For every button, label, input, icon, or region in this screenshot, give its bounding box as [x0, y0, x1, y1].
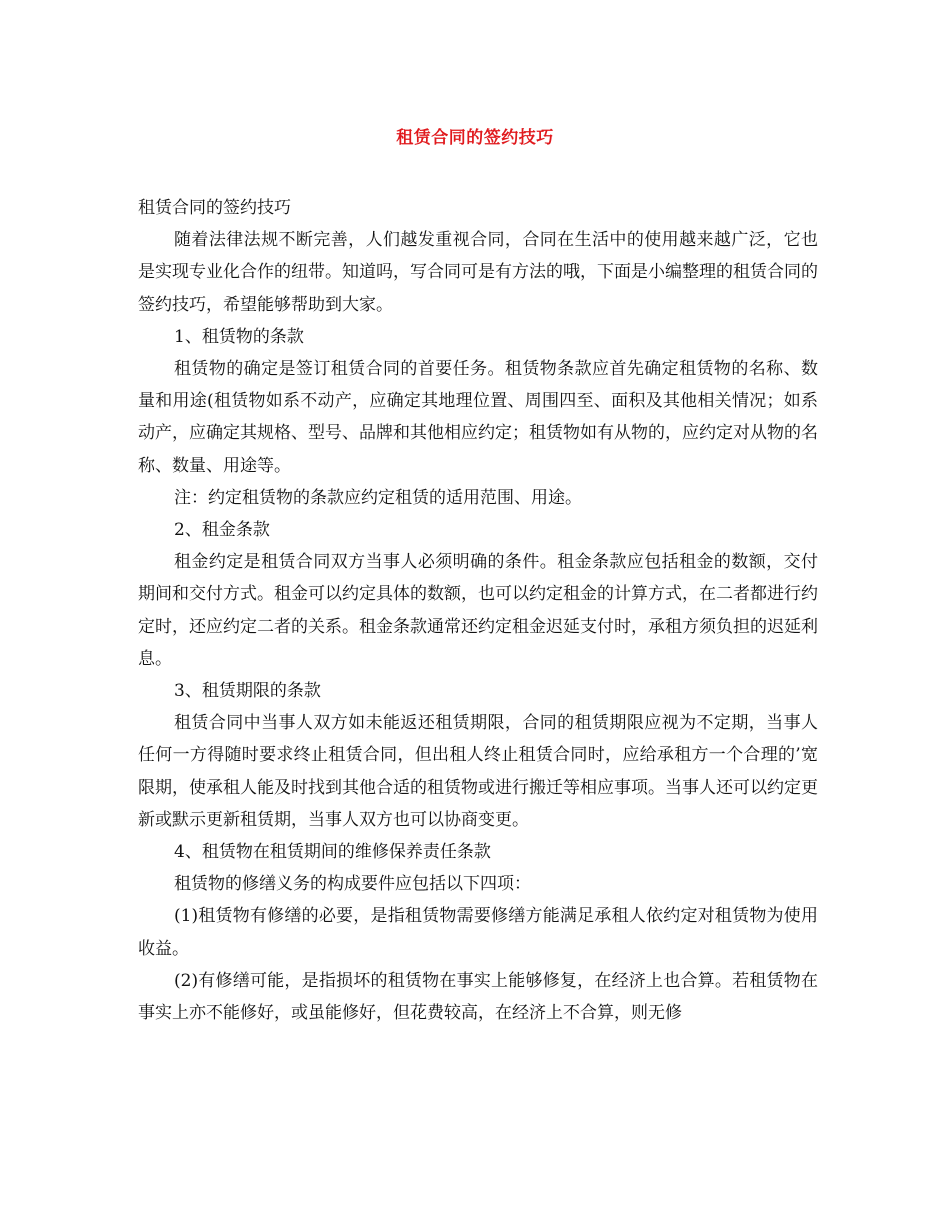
body-paragraph: 租赁物的确定是签订租赁合同的首要任务。租赁物条款应首先确定租赁物的名称、数量和用途(租赁物如系不动产，应确定其地理位置、周围四至、面积及其他相关情况；如系动产，应确定其规格、型号、品牌和其他相应约定；租赁物如有从物的，应约定对从物的名称、数量、用途等。 [138, 359, 818, 476]
subtitle-paragraph: 租赁合同的签约技巧 [138, 198, 291, 218]
intro-paragraph: 随着法律法规不断完善，人们越发重视合同，合同在生活中的使用越来越广泛，它也是实现专业化合作的纽带。知道吗，写合同可是有方法的哦，下面是小编整理的租赁合同的签约技巧，希望能够帮助到大家。 [138, 230, 818, 315]
document-title: 租赁合同的签约技巧 [396, 128, 554, 148]
body-paragraph: 租赁合同中当事人双方如未能返还租赁期限，合同的租赁期限应视为不定期，当事人任何一方得随时要求终止租赁合同，但出租人终止租赁合同时，应给承租方一个合理的’宽限期，使承租人能及时找到其他合适的租赁物或进行搬迁等相应事项。当事人还可以约定更新或默示更新租赁期，当事人双方也可以协商变更。 [138, 713, 818, 830]
list-item: (2)有修缮可能，是指损坏的租赁物在事实上能够修复，在经济上也合算。若租赁物在事实上亦不能修好，或虽能修好，但花费较高，在经济上不合算，则无修 [138, 970, 818, 1024]
body-paragraph: 租金约定是租赁合同双方当事人必须明确的条件。租金条款应包括租金的数额，交付期间和交付方式。租金可以约定具体的数额，也可以约定租金的计算方式，在二者都进行约定时，还应约定二者的关系。租金条款通常还约定租金迟延支付时，承租方须负担的迟延利息。 [138, 552, 818, 669]
section-heading-2: 2、租金条款 [174, 520, 270, 541]
body-paragraph: 租赁物的修缮义务的构成要件应包括以下四项： [174, 874, 531, 895]
document-body [138, 192, 818, 1029]
list-item: (1)租赁物有修缮的必要，是指租赁物需要修缮方能满足承租人依约定对租赁物为使用收益。 [138, 906, 818, 959]
section-heading-3: 3、租赁期限的条款 [174, 681, 321, 702]
section-heading-4: 4、租赁物在租赁期间的维修保养责任条款 [174, 842, 491, 863]
note-paragraph: 注：约定租赁物的条款应约定租赁的适用范围、用途。 [174, 487, 582, 508]
section-heading-1: 1、租赁物的条款 [174, 326, 304, 347]
